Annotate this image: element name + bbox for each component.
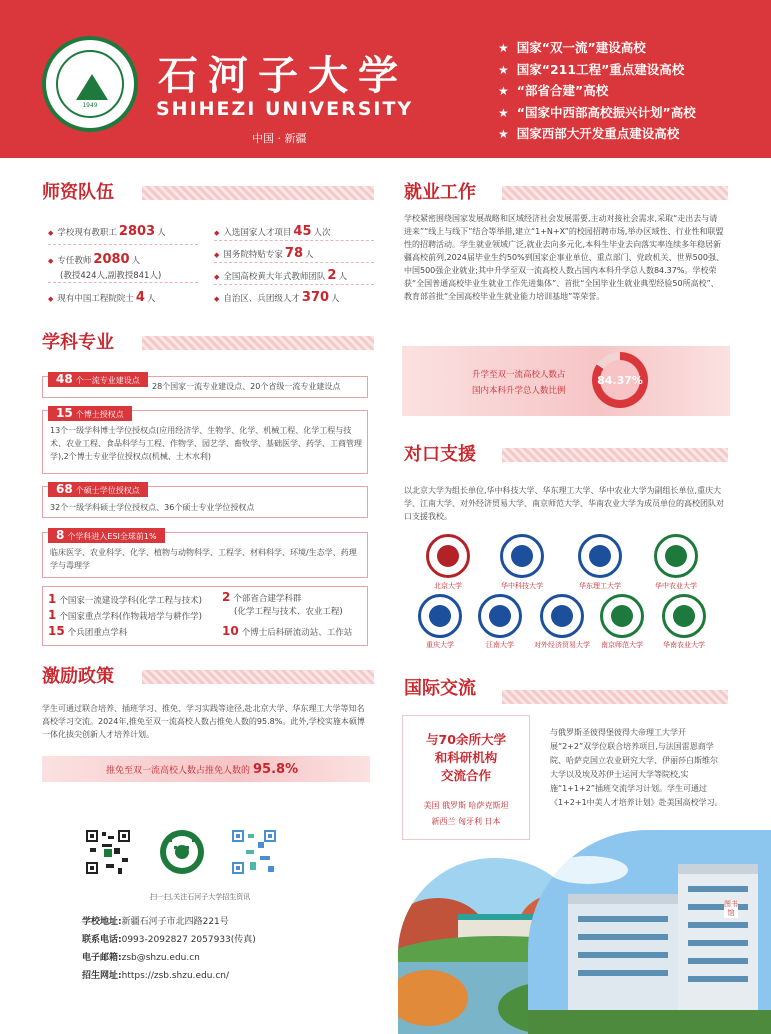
- intl-box-line2: 和科研机构: [434, 750, 498, 765]
- employment-title-bar: [502, 186, 728, 200]
- tag-first-class-majors: 48 个一流专业建设点: [48, 372, 148, 387]
- employment-pct-ring: [592, 352, 648, 408]
- key-postdoc: 10 个博士后科研流动站、工作站: [222, 624, 353, 638]
- tag-doctoral-programs: 15 个博士授权点: [48, 406, 132, 421]
- qr-code-3[interactable]: [230, 828, 278, 876]
- intl-countries-line2: 新西兰 匈牙利 日本: [431, 817, 501, 826]
- support-text: 以北京大学为组长单位,华中科技大学、华东理工大学、华中农业大学为副组长单位,重庆大学、江南大学、对外经济贸易大学、南京师范大学、华南农业大学为成员单位的高校团队对口支援我校。: [404, 486, 724, 521]
- diamond-icon: ◆: [214, 229, 220, 237]
- diamond-icon: ◆: [48, 257, 54, 265]
- university-location: 中国 · 新疆: [252, 132, 307, 145]
- diamond-icon: ◆: [48, 229, 54, 237]
- disciplines-title-bar: [142, 336, 374, 350]
- key-national-key: 1 个国家重点学科(作物栽培学与耕作学): [48, 608, 202, 622]
- stat-national-talents: ◆ 入选国家人才项目 45 人次: [214, 224, 331, 239]
- star-icon: ★: [498, 127, 509, 141]
- star-icon: ★: [498, 62, 509, 77]
- header-banner: [0, 0, 771, 158]
- international-title-bar: [502, 690, 728, 704]
- incentive-text: 学生可通过联合培养、插班学习、推免、学习实践等途径,赴北京大学、华东理工大学等知名高校学习交流。2024年,推免至双一流高校人数占推免人数的95.8%。此外,学校实施本硕博一体化拔尖创新人才培养计划。: [42, 704, 365, 739]
- university-name-cn: 石河子大学: [158, 52, 408, 99]
- honors-list: [498, 37, 696, 145]
- international-section-title: 国际交流: [404, 678, 476, 699]
- stat-divider: [48, 244, 198, 245]
- uni-label: 江南大学: [486, 641, 514, 649]
- stat-teacher-teams: ◆ 全国高校黄大年式教师团队 2 人: [214, 268, 347, 283]
- tag1-text: 28个国家一流专业建设点、20个省级一流专业建设点: [152, 382, 341, 391]
- star-icon: ★: [498, 84, 509, 98]
- university-name-en: SHIHEZI UNIVERSITY: [156, 98, 414, 120]
- employment-text: 学校紧密围绕国家发展战略和区域经济社会发展需要,主动对接社会需求,采取“走出去与请进来”“线上与线下”结合等举措,建立“1+N+X”的校园招聘市场,举办区域性、行业性和联盟性的招聘活动。学生就业领域广泛,就业去向多元化,本科生毕业去向落实率连续多年稳居新疆高校前列,2024届毕业生约50%到国家企事业单位、重点部门、党政机关、世界500强、中国500强企业就业;其中升学至双一流高校人数占国内本科升学总人数84.37%。学校荣获“全国普通高校毕业生就业工作先进集体”、首批“全国毕业生就业典型经验50所高校”、教育部首批“全国高校毕业生就业能力培训基地”等荣誉。: [404, 214, 724, 301]
- library-building-image: [528, 830, 771, 1034]
- qr-caption: 扫一扫,关注石河子大学招生资讯: [150, 893, 251, 901]
- contact-address: 学校地址:新疆石河子市北四路221号: [82, 917, 229, 927]
- intl-box-line3: 交流合作: [440, 768, 491, 783]
- logo-emblem-ring: [56, 50, 124, 118]
- honor-item: ★ 国家“211工程”重点建设高校: [498, 61, 685, 77]
- uni-label: 华南农业大学: [663, 641, 705, 649]
- incentive-section-title: 激励政策: [42, 666, 114, 687]
- intl-box-line1: 与70余所大学: [426, 732, 506, 747]
- stat-divider: [214, 240, 374, 241]
- stat-teachers: ◆ 专任教师 2080 人 (教授424人,副教授841人): [48, 252, 162, 281]
- uni-label: 南京师范大学: [601, 641, 643, 649]
- diamond-icon: ◆: [48, 295, 54, 303]
- uni-label: 重庆大学: [426, 641, 454, 649]
- emblem-pku: [426, 534, 470, 578]
- support-section-title: 对口支援: [404, 444, 476, 465]
- incentive-band-text: 推免至双一流高校人数占推免人数的 95.8%: [106, 762, 299, 777]
- key-bingtuan: 15 个兵团重点学科: [48, 624, 128, 638]
- emblem-ecust: [578, 534, 622, 578]
- star-icon: ★: [498, 41, 509, 55]
- key-national-first-class: 1 个国家一流建设学科(化学工程与技术): [48, 592, 202, 606]
- employment-pct-value: 84.37%: [597, 374, 643, 387]
- qr-code-graphic: [158, 828, 206, 876]
- support-title-bar: [502, 448, 728, 462]
- emblem-njnu: [600, 594, 644, 638]
- key-joint-groups: 2 个部省合建学科群: [222, 590, 302, 604]
- library-sign: 图书馆: [724, 900, 738, 917]
- international-partners-box: [402, 715, 530, 840]
- tag-esi-disciplines: 8 个学科进入ESI全球前1%: [48, 528, 165, 543]
- diamond-icon: ◆: [214, 295, 220, 303]
- faculty-title-bar: [142, 186, 374, 200]
- diamond-icon: ◆: [214, 273, 220, 281]
- incentive-title-bar: [142, 670, 374, 684]
- stat-regional-talents: ◆ 自治区、兵团级人才 370 人: [214, 290, 340, 305]
- uni-label: 华中农业大学: [655, 582, 697, 590]
- contact-website: 招生网址:https://zsb.shzu.edu.cn/: [82, 971, 230, 981]
- stat-divider: [214, 262, 374, 263]
- disciplines-section-title: 学科专业: [42, 332, 114, 353]
- stat-divider: [48, 282, 198, 283]
- uni-label: 华中科技大学: [501, 582, 543, 590]
- emblem-cqu: [418, 594, 462, 638]
- honor-item: ★ “国家中西部高校振兴计划”高校: [498, 104, 696, 120]
- logo-year: 1949: [82, 102, 98, 109]
- qr-code-graphic: [84, 828, 132, 876]
- emblem-hust: [500, 534, 544, 578]
- library-building-photo: [528, 830, 771, 1034]
- stat-staff: ◆ 学校现有教职工 2803 人: [48, 224, 166, 239]
- diamond-icon: ◆: [214, 251, 220, 259]
- employment-section-title: 就业工作: [404, 182, 476, 203]
- employment-band-line1: 升学至双一流高校人数占: [472, 370, 566, 380]
- university-logo: [42, 36, 138, 132]
- uni-label: 华东理工大学: [579, 582, 621, 590]
- tag4-text: 临床医学、农业科学、化学、植物与动物科学、工程学、材料科学、环境/生态学、药理学与毒理学: [50, 548, 357, 570]
- stat-academicians: ◆ 现有中国工程院院士 4 人: [48, 290, 156, 305]
- honor-item: ★ 国家“双一流”建设高校: [498, 40, 646, 55]
- tag3-text: 32个一级学科硕士学位授权点、36个硕士专业学位授权点: [50, 503, 255, 512]
- employment-band: [402, 346, 730, 416]
- stat-state-experts: ◆ 国务院特贴专家 78 人: [214, 246, 314, 261]
- uni-label: 北京大学: [434, 582, 462, 590]
- faculty-section-title: 师资队伍: [42, 182, 114, 203]
- tag2-text: 13个一级学科博士学位授权点(应用经济学、生物学、化学、机械工程、化学工程与技术、农业工程、食品科学与工程、作物学、园艺学、畜牧学、基础医学、药学、工商管理学),2个博士专业学位授权点(机械、土木水利): [50, 426, 362, 461]
- star-icon: ★: [498, 105, 509, 120]
- emblem-uibe: [540, 594, 584, 638]
- stat-divider: [214, 284, 374, 285]
- emblem-scau: [662, 594, 706, 638]
- intl-countries-line1: 美国 俄罗斯 哈萨克斯坦: [423, 801, 509, 810]
- emblem-jiangnan: [478, 594, 522, 638]
- contact-phone: 联系电话:0993-2092827 2057933(传真): [82, 935, 256, 945]
- qr-code-graphic: [230, 828, 278, 876]
- tag-master-programs: 68 个硕士学位授权点: [48, 482, 148, 497]
- emblem-hzau: [654, 534, 698, 578]
- mountain-icon: [76, 74, 108, 100]
- uni-label: 对外经济贸易大学: [534, 641, 590, 649]
- honor-item: ★ 国家西部大开发重点建设高校: [498, 126, 680, 141]
- qr-code-1[interactable]: [84, 828, 132, 876]
- employment-band-line2: 国内本科升学总人数比例: [472, 386, 566, 396]
- contact-email: 电子邮箱:zsb@shzu.edu.cn: [82, 953, 200, 963]
- qr-code-2[interactable]: [158, 828, 206, 876]
- key-joint-groups-detail: (化学工程与技术、农业工程): [234, 607, 343, 617]
- honor-item: ★ “部省合建”高校: [498, 83, 609, 98]
- international-text: 与俄罗斯圣彼得堡彼得大帝理工大学开展“2+2”双学位联合培养项目,与法国雷恩商学院、哈萨克国立农业研究大学、伊丽莎白斯维尔大学以及埃及苏伊士运河大学等院校,实施“1+1+2”插班交流学习计划。学生可通过《1+2+1中美人才培养计划》赴美国高校学习。: [550, 728, 723, 807]
- stat-teachers-detail: (教授424人,副教授841人): [60, 271, 162, 281]
- ring-inner: [597, 360, 643, 400]
